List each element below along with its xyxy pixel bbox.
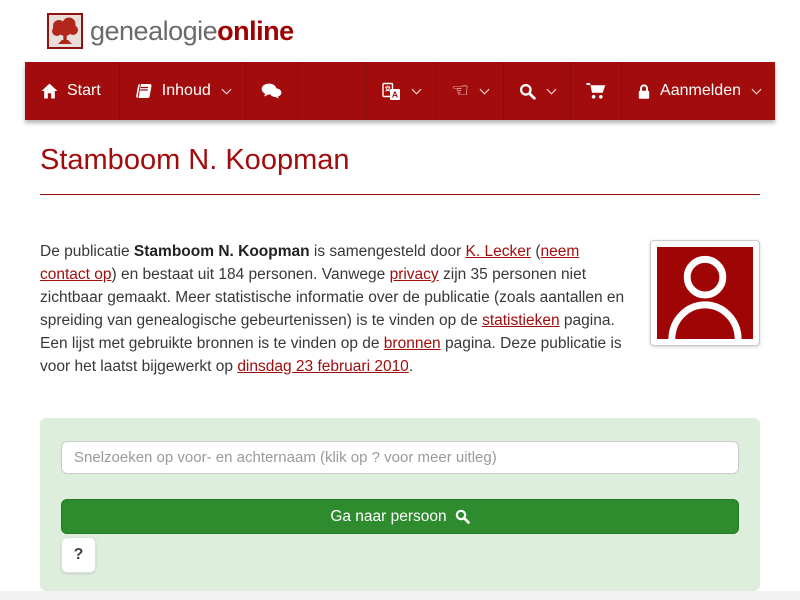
- intro-text: zijn 35 personen niet zichtbaar gemaakt. Meer statistische informatie over de publicatie (zoals aantallen en spreiding van genealogische gebeurtenissen) is te vinden op de: [40, 266, 625, 329]
- hand-pointer-icon: ☜: [451, 80, 470, 102]
- nav-item-comments[interactable]: [245, 62, 297, 120]
- nav-start-label: Start: [67, 82, 101, 99]
- home-icon: [41, 83, 58, 99]
- main-content: [0, 144, 800, 591]
- brand-name: [90, 16, 294, 47]
- intro-text: pagina. Een lijst met gebruikte bronnen is te vinden op de: [40, 312, 615, 352]
- chevron-down-icon: [752, 84, 762, 94]
- brand-logo-link[interactable]: [47, 13, 294, 49]
- intro-text: De publicatie: [40, 243, 134, 260]
- cart-icon: [586, 82, 606, 100]
- comments-icon: [261, 83, 282, 100]
- tree-icon: [47, 13, 83, 49]
- go-to-person-label: Ga naar persoon: [330, 507, 447, 525]
- chevron-down-icon: [221, 84, 231, 94]
- nav-item-inhoud[interactable]: [119, 62, 245, 120]
- chevron-down-icon: [547, 84, 557, 94]
- intro-section: [40, 240, 760, 378]
- book-icon: [135, 83, 153, 99]
- nav-item-recommend[interactable]: [435, 62, 503, 120]
- footer-strip: [0, 591, 800, 600]
- intro-paragraph: [40, 240, 632, 378]
- intro-text: is samengesteld door: [309, 243, 466, 260]
- publication-avatar[interactable]: [650, 240, 760, 346]
- author-link[interactable]: K. Lecker: [465, 243, 532, 260]
- page-title: Stamboom N. Koopman: [40, 144, 350, 176]
- nav-inhoud-label: Inhoud: [161, 82, 211, 99]
- nav-item-cart[interactable]: [570, 62, 621, 120]
- nav-spacer: [297, 62, 366, 120]
- lock-icon: [637, 83, 651, 100]
- nav-item-search[interactable]: [503, 62, 570, 120]
- last-updated-link[interactable]: dinsdag 23 februari 2010: [237, 358, 409, 375]
- nav-item-translate[interactable]: [366, 62, 435, 120]
- person-icon: [657, 247, 753, 339]
- nav-aanmelden-label: Aanmelden: [660, 82, 741, 99]
- quick-search-panel: [40, 418, 760, 591]
- publication-name: Stamboom N. Koopman: [133, 243, 310, 260]
- search-icon: [455, 509, 470, 524]
- help-button[interactable]: ?: [61, 537, 96, 573]
- intro-text: ) en bestaat uit 184 personen. Vanwege: [111, 266, 390, 283]
- statistics-link[interactable]: statistieken: [482, 312, 560, 329]
- sources-link[interactable]: bronnen: [383, 335, 441, 352]
- intro-text: (: [531, 243, 541, 260]
- privacy-link[interactable]: privacy: [389, 266, 439, 283]
- quick-search-input[interactable]: [61, 441, 739, 474]
- translate-icon: [382, 82, 401, 101]
- svg-text:A: A: [392, 89, 399, 100]
- go-to-person-button[interactable]: [61, 499, 739, 534]
- contact-link[interactable]: neem contact op: [40, 243, 580, 283]
- nav-item-aanmelden[interactable]: [621, 62, 775, 120]
- intro-text: pagina. Deze publicatie is voor het laatst bijgewerkt op: [40, 335, 622, 375]
- brand-genealogie: genealogie: [90, 15, 218, 46]
- chevron-down-icon: [412, 84, 422, 94]
- intro-text: .: [408, 358, 414, 375]
- nav-item-start[interactable]: [25, 62, 119, 120]
- chevron-down-icon: [480, 84, 490, 94]
- brand-online: online: [217, 15, 294, 46]
- title-divider: [40, 194, 760, 195]
- site-header: [0, 0, 800, 62]
- main-nav: [25, 62, 775, 120]
- search-icon: [519, 83, 536, 100]
